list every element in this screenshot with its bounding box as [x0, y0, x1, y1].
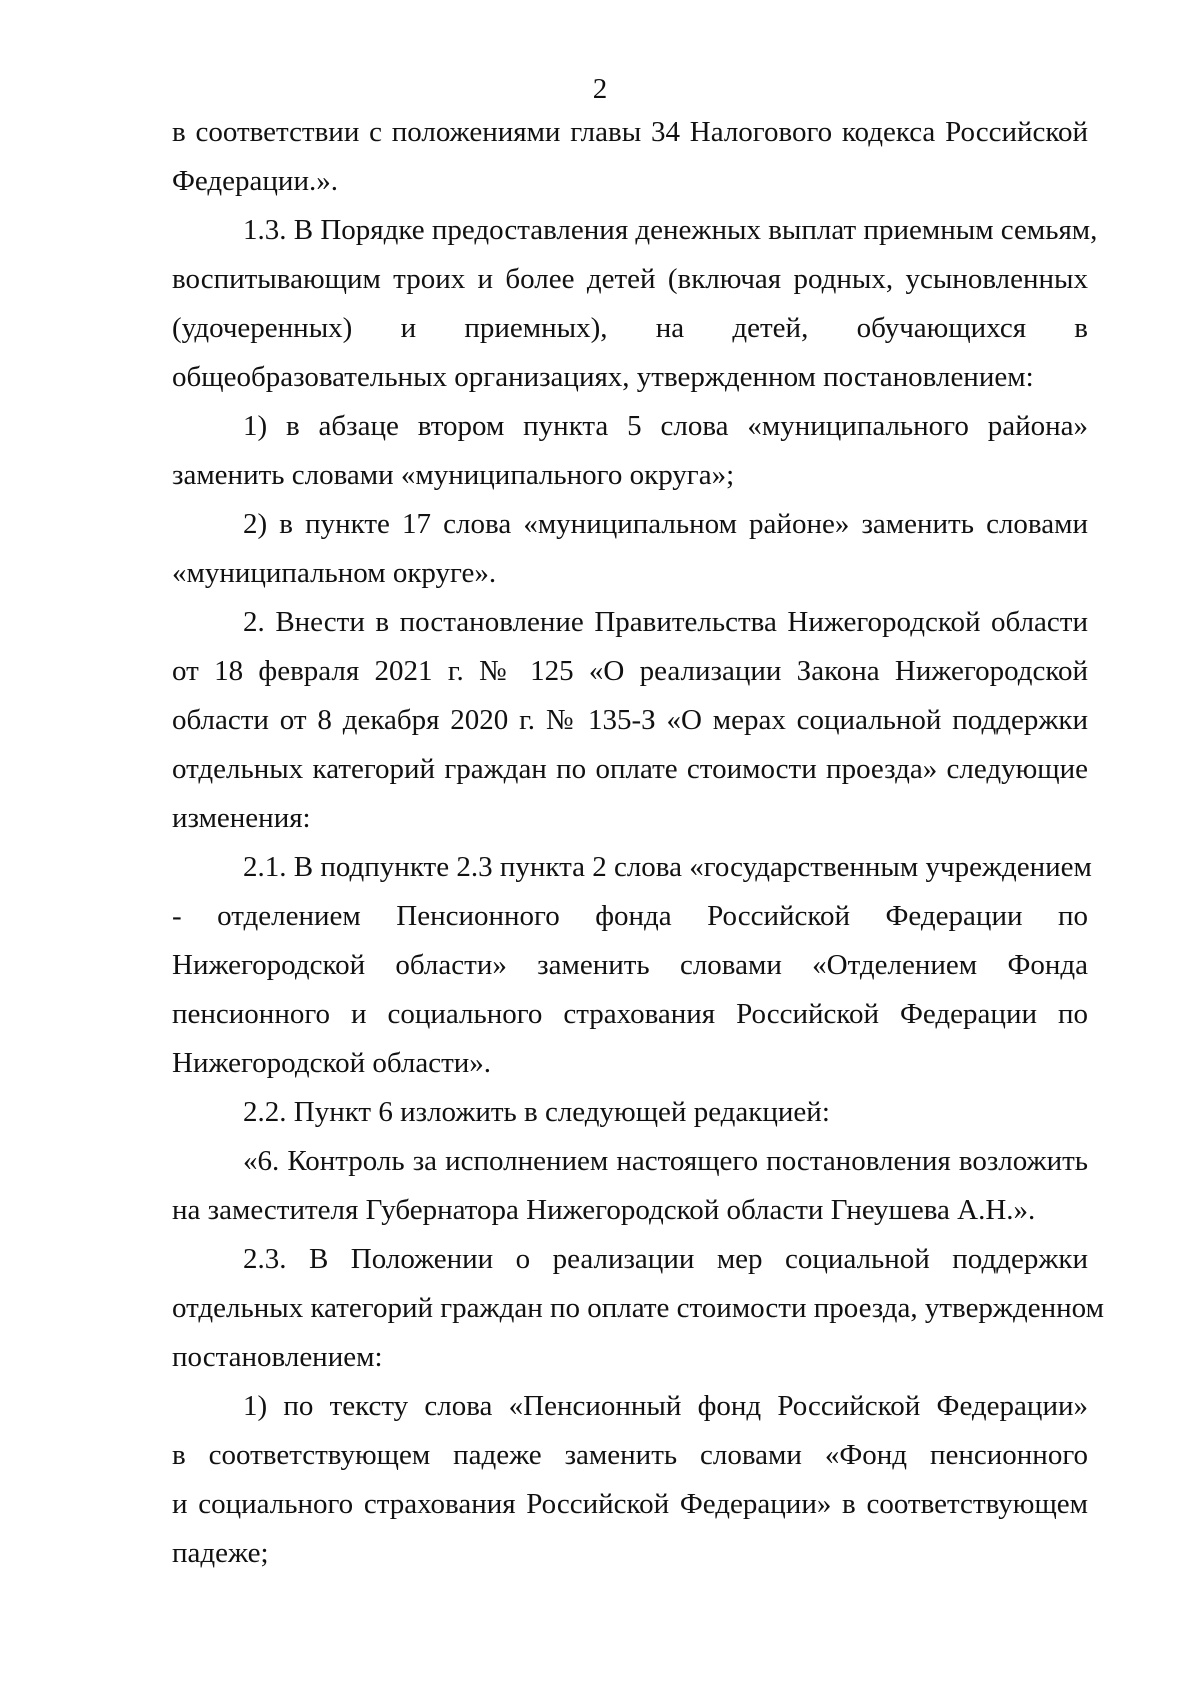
text-line: «муниципальном округе».	[172, 557, 497, 589]
document-body	[172, 108, 1104, 1578]
text-line: 2) в пункте 17 слова «муниципальном районе» заменить словами	[243, 508, 1088, 540]
text-line: - отделением Пенсионного фонда Российской Федерации по	[172, 900, 1088, 932]
text-line: 1.3. В Порядке предоставления денежных выплат приемным семьям,	[243, 214, 1098, 246]
text-line: 2. Внести в постановление Правительства Нижегородской области	[243, 606, 1088, 638]
text-line: общеобразовательных организациях, утвержденном постановлением:	[172, 361, 1034, 393]
text-line: 2.2. Пункт 6 изложить в следующей редакцией:	[243, 1096, 830, 1128]
text-line: постановлением:	[172, 1341, 383, 1373]
text-line: изменения:	[172, 802, 311, 834]
text-line: и социального страхования Российской Федерации» в соответствующем	[172, 1488, 1088, 1520]
text-line: Нижегородской области».	[172, 1047, 492, 1079]
text-line: падеже;	[172, 1537, 269, 1569]
text-line: отдельных категорий граждан по оплате стоимости проезда» следующие	[172, 753, 1088, 785]
page-number: 2	[592, 73, 608, 105]
text-line: «6. Контроль за исполнением настоящего постановления возложить	[243, 1145, 1088, 1177]
text-line: отдельных категорий граждан по оплате стоимости проезда, утвержденном	[172, 1292, 1104, 1324]
text-line: воспитывающим троих и более детей (включая родных, усыновленных	[172, 263, 1088, 295]
text-line: в соответствии с положениями главы 34 Налогового кодекса Российской	[172, 116, 1088, 148]
text-line: Федерации.».	[172, 165, 338, 197]
text-line: Нижегородской области» заменить словами «Отделением Фонда	[172, 949, 1088, 981]
text-line: области от 8 декабря 2020 г. № 135-З «О мерах социальной поддержки	[172, 704, 1088, 736]
text-line: 1) по тексту слова «Пенсионный фонд Российской Федерации»	[243, 1390, 1088, 1422]
text-line: в соответствующем падеже заменить словами «Фонд пенсионного	[172, 1439, 1088, 1471]
text-line: от 18 февраля 2021 г. № 125 «О реализации Закона Нижегородской	[172, 655, 1088, 687]
text-line: 1) в абзаце втором пункта 5 слова «муниципального района»	[243, 410, 1088, 442]
text-line: 2.1. В подпункте 2.3 пункта 2 слова «государственным учреждением	[243, 851, 1092, 883]
text-line: 2.3. В Положении о реализации мер социальной поддержки	[243, 1243, 1088, 1275]
text-line: заменить словами «муниципального округа»;	[172, 459, 735, 491]
text-line: пенсионного и социального страхования Российской Федерации по	[172, 998, 1088, 1030]
text-line: (удочеренных) и приемных), на детей, обучающихся в	[172, 312, 1088, 344]
text-line: на заместителя Губернатора Нижегородской области Гнеушева А.Н.».	[172, 1194, 1036, 1226]
